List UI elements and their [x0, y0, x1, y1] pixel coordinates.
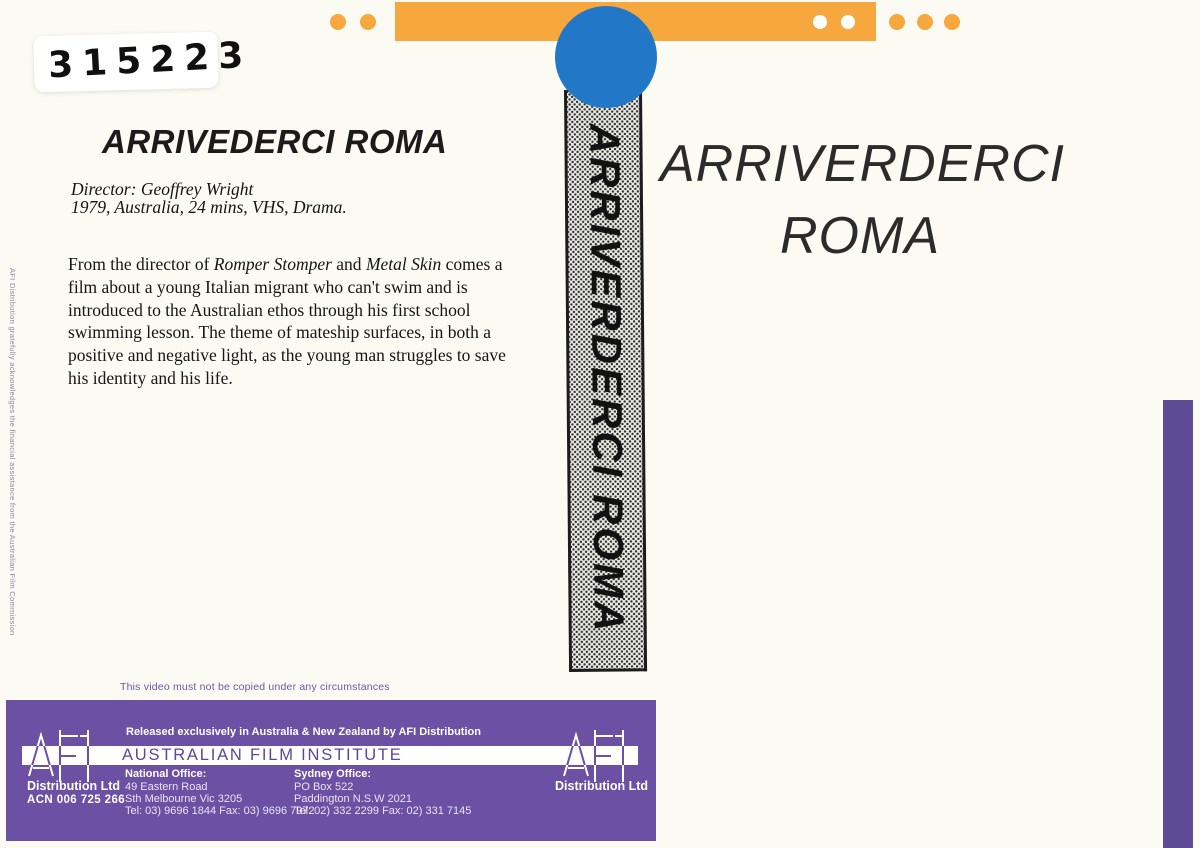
orange-dot [360, 14, 376, 30]
catalogue-number: 315223 [47, 34, 254, 87]
synopsis-line: swimming lesson. The theme of mateship surfaces, in both a [68, 322, 491, 343]
back-title-line2: ROMA [780, 207, 940, 265]
orange-dot [917, 14, 933, 30]
right-distribution-ltd: Distribution Ltd [555, 779, 649, 793]
afi-logo-icon [26, 728, 96, 784]
back-title-line1: ARRIVERDERCI [660, 135, 1065, 193]
orange-dot [889, 14, 905, 30]
white-dot [841, 15, 855, 29]
address-line: Tel: 03) 9696 1844 Fax: 03) 9696 7972 [125, 805, 315, 817]
spine-strip [564, 89, 647, 672]
copy-warning: This video must not be copied under any circumstances [120, 681, 390, 693]
national-office [125, 768, 315, 817]
national-office-heading: National Office: [125, 768, 207, 780]
back-title [660, 128, 1065, 272]
acn-number: ACN 006 725 266 [27, 794, 126, 806]
front-title: ARRIVEDERCI ROMA [102, 123, 448, 160]
address-line: PO Box 522 [294, 781, 354, 793]
address-line: Tel: 02) 332 2299 Fax: 02) 331 7145 [294, 805, 472, 817]
address-line: Paddington N.S.W 2021 [294, 793, 413, 805]
synopsis-line: positive and negative light, as the young man struggles to save [68, 345, 506, 366]
credit-details: 1979, Australia, 24 mins, VHS, Drama. [71, 197, 347, 217]
synopsis-line: From the director of Romper Stomper and Metal Skin comes a [68, 254, 503, 274]
footer-panel [6, 700, 656, 841]
afi-logo-icon [561, 728, 631, 784]
blue-circle [555, 6, 657, 108]
sydney-office-heading: Sydney Office: [294, 768, 372, 780]
sydney-office [294, 768, 471, 817]
credit-director: Director: Geoffrey Wright [71, 179, 254, 199]
address-line: Sth Melbourne Vic 3205 [125, 793, 243, 805]
spine-title: ARRIVERDERCI ROMA [581, 123, 633, 635]
released-line: Released exclusively in Australia & New Zealand by AFI Distribution [126, 726, 481, 738]
synopsis-line: his identity and his life. [68, 367, 233, 388]
institute-stripe [22, 746, 638, 765]
white-dot [813, 15, 827, 29]
left-distribution-ltd: Distribution Ltd [27, 779, 121, 793]
right-purple-bar [1163, 400, 1193, 848]
orange-dot [330, 14, 346, 30]
synopsis [68, 253, 506, 390]
synopsis-line: introduced to the Australian ethos through his first school [68, 299, 471, 320]
orange-dot [944, 14, 960, 30]
side-credit-vertical: AFI Distribution gratefully acknowledges the financial assistance from the Australian Film Commission [8, 268, 17, 636]
synopsis-line: film about a young Italian migrant who can't swim and is [68, 276, 468, 297]
credits-block [71, 180, 347, 216]
address-line: 49 Eastern Road [125, 781, 208, 793]
institute-name: AUSTRALIAN FILM INSTITUTE [122, 746, 403, 764]
